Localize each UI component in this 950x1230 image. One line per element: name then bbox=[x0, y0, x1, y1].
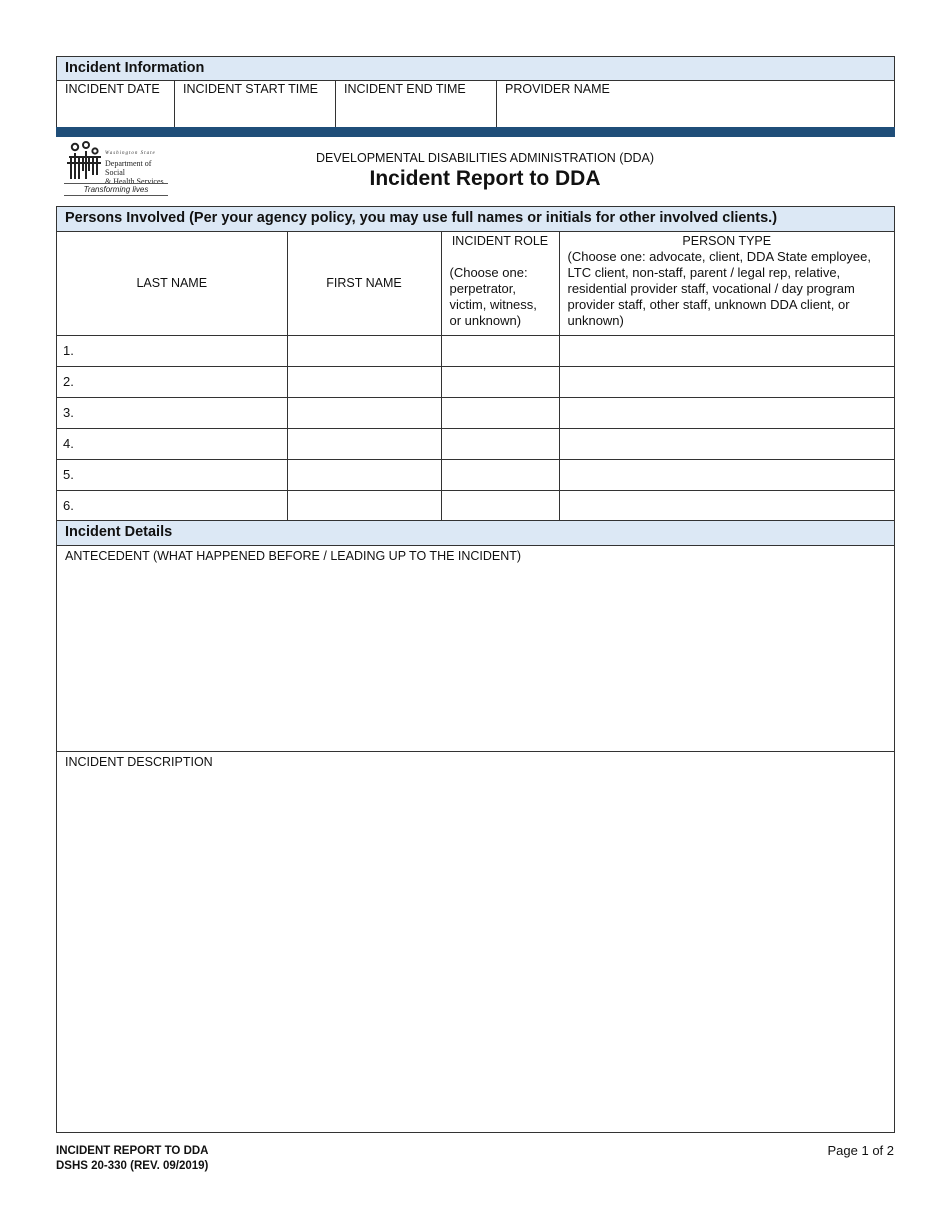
row-number: 5. bbox=[63, 467, 74, 482]
form-footer bbox=[56, 1144, 209, 1174]
table-row bbox=[57, 397, 894, 428]
incident-information-header: Incident Information bbox=[57, 57, 894, 81]
incident-start-time-field[interactable] bbox=[175, 81, 336, 127]
person-type-cell[interactable] bbox=[559, 366, 894, 397]
logo-state-text: Washington State bbox=[105, 151, 156, 156]
logo-dept-line1: Department of Social bbox=[105, 159, 152, 177]
logo-dept-line2: & Health Services bbox=[105, 177, 164, 186]
col-person-type-title: PERSON TYPE bbox=[682, 234, 772, 248]
agency-name: DEVELOPMENTAL DISABILITIES ADMINISTRATION (DDA) bbox=[315, 151, 655, 165]
form-number: DSHS 20-330 (REV. 09/2019) bbox=[56, 1160, 209, 1172]
first-name-cell[interactable] bbox=[287, 366, 441, 397]
persons-table bbox=[57, 232, 894, 521]
last-name-cell[interactable] bbox=[57, 397, 287, 428]
persons-table-header-row bbox=[57, 232, 894, 335]
row-number: 3. bbox=[63, 405, 74, 420]
person-type-cell[interactable] bbox=[559, 428, 894, 459]
incident-role-cell[interactable] bbox=[441, 428, 559, 459]
incident-end-time-field[interactable] bbox=[336, 81, 497, 127]
table-row bbox=[57, 490, 894, 521]
incident-start-time-label: INCIDENT START TIME bbox=[183, 82, 318, 96]
antecedent-field[interactable] bbox=[57, 546, 894, 752]
last-name-cell[interactable] bbox=[57, 335, 287, 366]
incident-details-header: Incident Details bbox=[57, 521, 894, 546]
first-name-cell[interactable] bbox=[287, 397, 441, 428]
provider-name-field[interactable] bbox=[497, 81, 894, 127]
persons-involved-section bbox=[56, 206, 895, 521]
last-name-cell[interactable] bbox=[57, 490, 287, 521]
last-name-cell[interactable] bbox=[57, 459, 287, 490]
header-divider-bar bbox=[56, 127, 895, 137]
dshs-logo bbox=[64, 141, 170, 197]
incident-information-section bbox=[56, 56, 895, 128]
family-figures-icon bbox=[66, 141, 102, 181]
row-number: 6. bbox=[63, 498, 74, 514]
row-number: 4. bbox=[63, 436, 74, 451]
table-row bbox=[57, 459, 894, 490]
incident-date-label: INCIDENT DATE bbox=[65, 82, 160, 96]
first-name-cell[interactable] bbox=[287, 428, 441, 459]
page-title: Incident Report to DDA bbox=[369, 167, 601, 190]
table-row bbox=[57, 366, 894, 397]
first-name-cell[interactable] bbox=[287, 490, 441, 521]
col-incident-role-title: INCIDENT ROLE bbox=[451, 234, 549, 248]
antecedent-label: ANTECEDENT (WHAT HAPPENED BEFORE / LEADING UP TO THE INCIDENT) bbox=[65, 549, 522, 563]
person-type-cell[interactable] bbox=[559, 335, 894, 366]
incident-end-time-label: INCIDENT END TIME bbox=[344, 82, 466, 96]
person-type-cell[interactable] bbox=[559, 490, 894, 521]
incident-role-help: (Choose one: perpetrator, victim, witness, or unknown) bbox=[449, 265, 537, 328]
col-first-name: FIRST NAME bbox=[287, 232, 441, 335]
col-person-type bbox=[559, 232, 894, 335]
incident-role-cell[interactable] bbox=[441, 335, 559, 366]
incident-role-cell[interactable] bbox=[441, 366, 559, 397]
logo-department-text bbox=[105, 159, 170, 186]
incident-description-field[interactable] bbox=[57, 752, 894, 772]
col-last-name: LAST NAME bbox=[57, 232, 287, 335]
incident-role-cell[interactable] bbox=[441, 459, 559, 490]
last-name-cell[interactable] bbox=[57, 428, 287, 459]
incident-description-label: INCIDENT DESCRIPTION bbox=[65, 755, 213, 769]
page-number: Page 1 of 2 bbox=[827, 1143, 894, 1158]
table-row bbox=[57, 428, 894, 459]
row-number: 2. bbox=[63, 374, 74, 389]
incident-details-section bbox=[56, 520, 895, 1133]
first-name-cell[interactable] bbox=[287, 335, 441, 366]
person-type-cell[interactable] bbox=[559, 459, 894, 490]
person-type-cell[interactable] bbox=[559, 397, 894, 428]
incident-role-cell[interactable] bbox=[441, 490, 559, 521]
person-type-help: (Choose one: advocate, client, DDA State employee, LTC client, non-staff, parent / legal rep, relative, residential provider staff, vocational / day program provider staff, other staff, unknown DDA client, or unknown) bbox=[567, 249, 872, 328]
incident-role-cell[interactable] bbox=[441, 397, 559, 428]
logo-tagline: Transforming lives bbox=[64, 183, 168, 196]
form-name: INCIDENT REPORT TO DDA bbox=[56, 1145, 209, 1157]
last-name-cell[interactable] bbox=[57, 366, 287, 397]
table-row bbox=[57, 335, 894, 366]
first-name-cell[interactable] bbox=[287, 459, 441, 490]
persons-involved-header: Persons Involved (Per your agency policy, you may use full names or initials for other involved clients.) bbox=[57, 207, 894, 232]
incident-date-field[interactable] bbox=[57, 81, 175, 127]
col-incident-role bbox=[441, 232, 559, 335]
provider-name-label: PROVIDER NAME bbox=[505, 82, 610, 96]
row-number: 1. bbox=[63, 343, 74, 358]
